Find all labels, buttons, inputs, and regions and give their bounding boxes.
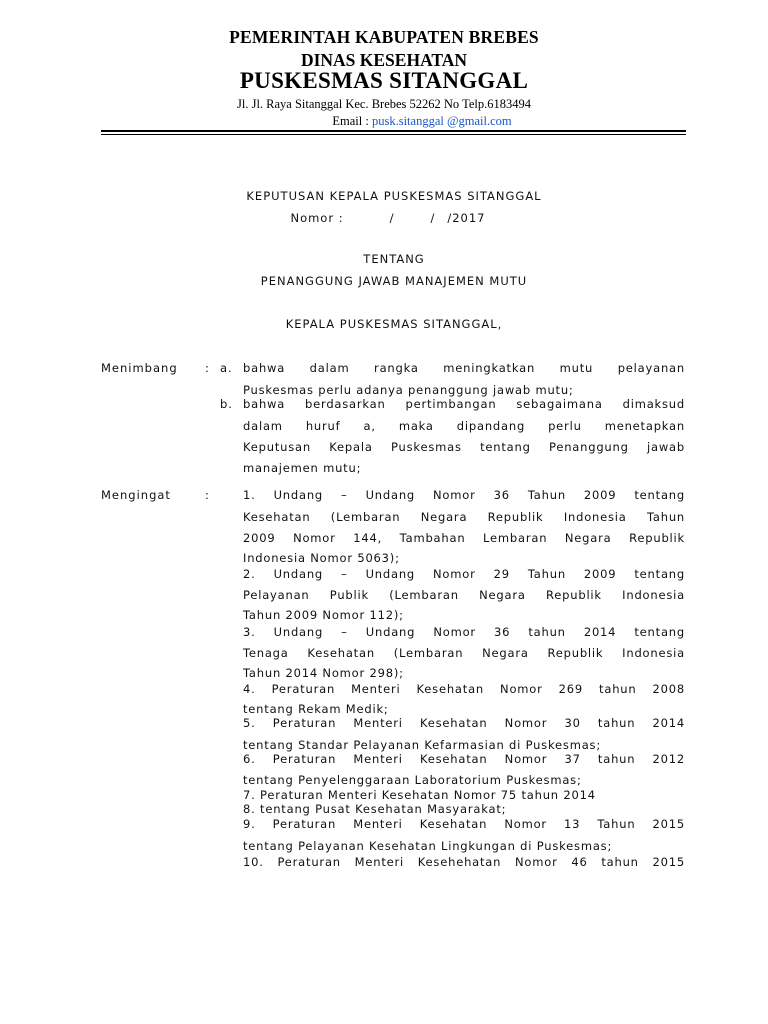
email-link[interactable]: pusk.sitanggal @gmail.com	[371, 114, 512, 128]
number-separator-2: /	[430, 211, 436, 225]
recalling-line: tentang Standar Pelayanan Kefarmasian di Puskesmas;	[243, 738, 602, 752]
recalling-line: 4. Peraturan Menteri Kesehatan Nomor 269 tahun 2008	[243, 682, 685, 696]
letterhead-government: PEMERINTAH KABUPATEN BREBES	[229, 27, 539, 47]
considering-item-b-line: Keputusan Kepala Puskesmas tentang Penanggung jawab	[243, 440, 685, 454]
considering-item-b-line: bahwa berdasarkan pertimbangan sebagaimana dimaksud	[243, 397, 685, 411]
decision-subject: PENANGGUNG JAWAB MANAJEMEN MUTU	[260, 274, 528, 288]
decision-title: KEPUTUSAN KEPALA PUSKESMAS SITANGGAL	[246, 189, 542, 203]
recalling-line: Tenaga Kesehatan (Lembaran Negara Republik Indonesia	[243, 646, 685, 660]
recalling-label: Mengingat	[101, 488, 171, 502]
recalling-line: Indonesia Nomor 5063);	[243, 551, 400, 565]
letterhead-email-row	[38, 114, 768, 129]
about-heading: TENTANG	[363, 252, 425, 266]
recalling-line: 9. Peraturan Menteri Kesehatan Nomor 13 Tahun 2015	[243, 817, 685, 831]
recalling-line: tentang Rekam Medik;	[243, 702, 389, 716]
recalling-line: 10. Peraturan Menteri Kesehehatan Nomor 46 tahun 2015	[243, 855, 685, 869]
recalling-line: 1. Undang – Undang Nomor 36 Tahun 2009 tentang	[243, 488, 685, 502]
considering-item-a-mark: a.	[220, 361, 233, 375]
email-label: Email :	[332, 114, 372, 128]
number-separator-1: /	[389, 211, 395, 225]
letterhead-department: DINAS KESEHATAN	[300, 50, 468, 70]
recalling-line: 5. Peraturan Menteri Kesehatan Nomor 30 tahun 2014	[243, 716, 685, 730]
decision-number	[4, 211, 768, 225]
recalling-line: 2. Undang – Undang Nomor 29 Tahun 2009 tentang	[243, 567, 685, 581]
recalling-line: Tahun 2009 Nomor 112);	[243, 608, 404, 622]
recalling-line: Kesehatan (Lembaran Negara Republik Indonesia Tahun	[243, 510, 685, 524]
considering-label: Menimbang	[101, 361, 178, 375]
recalling-line: 8. tentang Pusat Kesehatan Masyarakat;	[243, 802, 507, 816]
recalling-line: 2009 Nomor 144, Tambahan Lembaran Negara Republik	[243, 531, 685, 545]
recalling-line: 3. Undang – Undang Nomor 36 tahun 2014 tentang	[243, 625, 685, 639]
considering-item-a-line: bahwa dalam rangka meningkatkan mutu pelayanan	[243, 361, 685, 375]
considering-item-b-line: manajemen mutu;	[243, 461, 362, 475]
considering-item-a-line: Puskesmas perlu adanya penanggung jawab mutu;	[243, 383, 574, 397]
recalling-line: 7. Peraturan Menteri Kesehatan Nomor 75 tahun 2014	[243, 788, 596, 802]
issuing-official: KEPALA PUSKESMAS SITANGGAL,	[285, 317, 503, 331]
considering-colon: :	[205, 361, 209, 375]
recalling-line: 6. Peraturan Menteri Kesehatan Nomor 37 tahun 2012	[243, 752, 685, 766]
recalling-line: Tahun 2014 Nomor 298);	[243, 666, 404, 680]
recalling-colon: :	[205, 488, 209, 502]
recalling-line: Pelayanan Publik (Lembaran Negara Republik Indonesia	[243, 588, 685, 602]
recalling-line: tentang Pelayanan Kesehatan Lingkungan di Puskesmas;	[243, 839, 613, 853]
number-label: Nomor :	[290, 211, 344, 225]
letterhead-address: Jl. Jl. Raya Sitanggal Kec. Brebes 52262 No Telp.6183494	[237, 97, 531, 111]
letterhead-rule-thin	[101, 134, 686, 135]
considering-item-b-line: dalam huruf a, maka dipandang perlu menetapkan	[243, 419, 685, 433]
letterhead-institution: PUSKESMAS SITANGGAL	[239, 68, 529, 93]
recalling-line: tentang Penyelenggaraan Laboratorium Puskesmas;	[243, 773, 582, 787]
considering-item-b-mark: b.	[220, 397, 233, 411]
letterhead-rule-thick	[101, 130, 686, 132]
number-year: /2017	[447, 211, 486, 225]
